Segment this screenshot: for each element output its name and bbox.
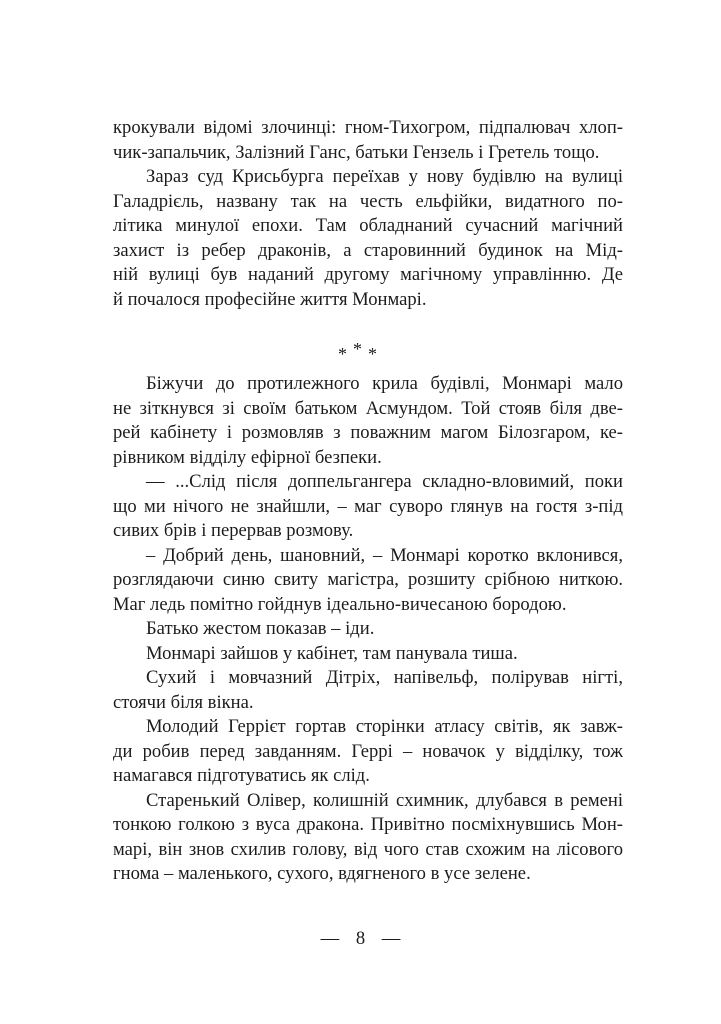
paragraph [113, 617, 623, 642]
text-line: рей кабінету і розмовляв з поважним магом Білозгаром, ке- [113, 422, 623, 443]
text-line: Галадрієль, названу так на честь ельфійки, видатного по- [113, 190, 623, 212]
text-line: сивих брів і перервав розмову. [113, 520, 354, 541]
text-line: й почалося професійне життя Монмарі. [113, 288, 427, 310]
paragraph [113, 470, 623, 544]
text-line: не зіткнувся зі своїм батьком Асмундом. Той стояв біля две- [113, 397, 623, 419]
paragraph [113, 165, 623, 312]
text-line: — ...Слід після доппельгангера складно-вловимий, поки [146, 471, 623, 492]
paragraph [113, 116, 623, 165]
text-line: гнома – маленького, сухого, вдягненого в усе зелене. [113, 863, 531, 884]
text-line: Зараз суд Крисьбурга переїхав у нову будівлю на вулиці [146, 166, 623, 187]
text-line: намагався підготуватись як слід. [113, 765, 370, 786]
text-section-1 [113, 116, 623, 312]
text-line: Сухий і мовчазний Дітріх, напівельф, полірував нігті, [146, 667, 623, 688]
text-line: Маг ледь помітно гойднув ідеально-вичесаною бородою. [113, 593, 567, 615]
text-line: захист із ребер драконів, а старовинний будинок на Мід- [113, 239, 623, 261]
separator-star: * [338, 344, 353, 364]
separator-star: * [353, 339, 368, 359]
text-line: чик-запальчик, Залізний Ганс, батьки Гензель і Гретель тощо. [113, 141, 600, 163]
text-line: тонкою голкою з вуса дракона. Привітно посміхнувшись Мон- [113, 814, 623, 835]
page-number: — 8 — [320, 928, 401, 949]
text-line: Старенький Олівер, колишній схимник, длубався в ремені [146, 789, 623, 811]
text-section-2 [113, 372, 623, 887]
text-line: Батько жестом показав – іди. [146, 618, 375, 639]
section-separator [0, 339, 721, 365]
text-line: Молодий Геррієт гортав сторінки атласу світів, як завж- [146, 716, 623, 737]
text-line: ній вулиці був наданий другому магічному управлінню. Де [113, 264, 623, 285]
text-line: рівником відділу ефірної безпеки. [113, 446, 382, 468]
paragraph [113, 544, 623, 618]
paragraph [113, 666, 623, 715]
text-line: стоячи біля вікна. [113, 691, 254, 713]
text-line: розглядаючи синю свиту магістра, розшиту срібною ниткою. [113, 569, 623, 590]
text-line: Біжучи до протилежного крила будівлі, Монмарі мало [146, 373, 623, 394]
text-line: літика минулої епохи. Там обладнаний сучасний магічний [113, 215, 623, 236]
paragraph [113, 789, 623, 887]
text-line: що ми нічого не знайшли, – маг суворо глянув на гостя з-під [113, 495, 623, 517]
paragraph [113, 715, 623, 789]
separator-star: * [368, 344, 383, 364]
paragraph [113, 642, 623, 667]
text-line: марі, він знов схилив голову, від чого став схожим на лісового [113, 838, 623, 860]
text-line: – Добрий день, шановний, – Монмарі коротко вклонився, [146, 544, 623, 566]
text-line: ди робив перед завданням. Геррі – новачок у відділку, тож [113, 740, 623, 762]
text-line: крокували відомі злочинці: гном-Тихогром, підпалювач хлоп- [113, 117, 623, 138]
paragraph [113, 372, 623, 470]
text-line: Монмарі зайшов у кабінет, там панувала тиша. [146, 642, 518, 664]
